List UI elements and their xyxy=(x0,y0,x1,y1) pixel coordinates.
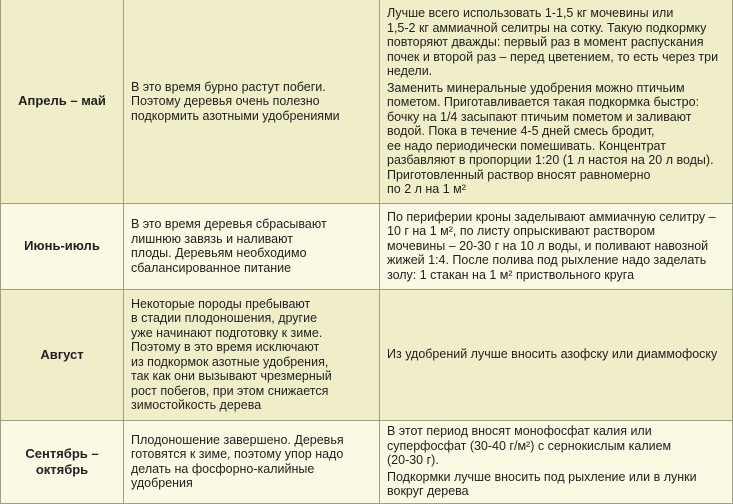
month-cell xyxy=(1,203,124,289)
description-cell xyxy=(124,203,380,289)
month-label: Август xyxy=(40,346,84,362)
recommendation-text: Подкормки лучше вносить под рыхление или в лунки вокруг дерева xyxy=(387,469,697,499)
table-row xyxy=(1,289,733,420)
table-row xyxy=(1,0,733,203)
description-cell xyxy=(124,289,380,420)
recommendation-cell xyxy=(380,203,733,289)
month-cell xyxy=(1,420,124,503)
recommendation-text: Лучше всего использовать 1-1,5 кг мочевины или 1,5-2 кг аммиачной селитры на сотку. Такую подкормку повторяют дважды: первый раз в момент распускания почек и второй раз – перед цветением, то есть через три недели. xyxy=(387,6,719,78)
month-label: Сентябрь – октябрь xyxy=(25,445,99,477)
description-text: Некоторые породы пребывают в стадии плодоношения, другие уже начинают подготовку к зиме. Поэтому в это время исключают из подкормок азотные удобрения, так как они вызывают чрезмерный рост побегов, при этом снижается зимостойкость дерева xyxy=(131,296,332,412)
table-row xyxy=(1,203,733,289)
month-label: Июнь-июль xyxy=(24,238,100,253)
description-cell xyxy=(124,420,380,503)
table-row xyxy=(1,420,733,503)
recommendation-text: В этот период вносят монофосфат калия или суперфосфат (30-40 г/м²) с сернокислым калием (20-30 г). xyxy=(387,424,672,468)
description-cell xyxy=(124,0,380,203)
recommendation-text: Из удобрений лучше вносить азофску или диаммофоску xyxy=(387,347,718,362)
month-cell xyxy=(1,289,124,420)
month-cell xyxy=(1,0,124,203)
recommendation-text: Заменить минеральные удобрения можно птичьим пометом. Приготавливается такая подкормка быстро: бочку на 1/4 засыпают птичьим пометом и заливают водой. Пока в течение 4-5 дней смесь бродит, ее надо периодически помешивать. Концентрат разбавляют в пропорции 1:20 (1 л настоя на 20 л воды). Приготовленный раствор вносят равномерно по 2 л на 1 м² xyxy=(387,80,714,196)
month-label: Апрель – май xyxy=(18,93,106,109)
description-text: В это время деревья сбрасывают лишнюю завязь и наливают плоды. Деревьям необходимо сбалансированное питание xyxy=(131,217,327,275)
recommendation-cell xyxy=(380,289,733,420)
recommendation-text: По периферии кроны заделывают аммиачную селитру – 10 г на 1 м², по листу опрыскивают раствором мочевины – 20-30 г на 10 л воды, и поливают навозной жижей 1:4. После полива под рыхление надо заделать золу: 1 стакан на 1 м² приствольного круга xyxy=(387,209,716,282)
recommendation-cell xyxy=(380,420,733,503)
description-text: В это время бурно растут побеги. Поэтому деревья очень полезно подкормить азотными удобрениями xyxy=(131,79,340,123)
recommendation-cell xyxy=(380,0,733,203)
description-text: Плодоношение завершено. Деревья готовятся к зиме, поэтому упор надо делать на фосфорно-калийные удобрения xyxy=(131,432,344,490)
